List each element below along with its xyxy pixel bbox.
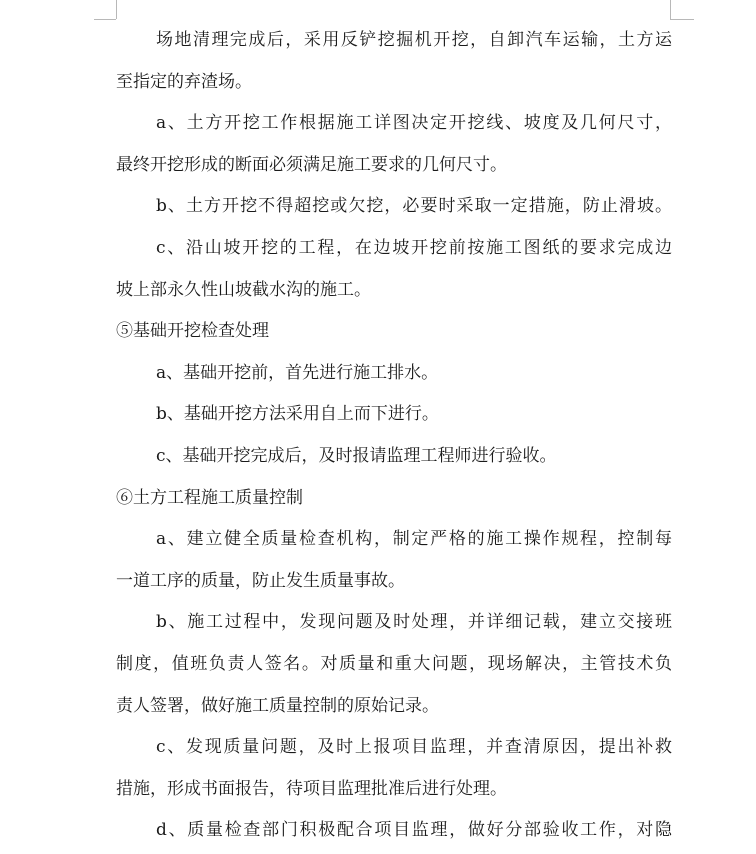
crop-mark-top-right-horizontal bbox=[670, 19, 694, 20]
section-heading: ⑤基础开挖检查处理 bbox=[116, 321, 269, 342]
paragraph-line: 制度，值班负责人签名。对质量和重大问题，现场解决，主管技术负 bbox=[116, 653, 672, 674]
paragraph-line: b、基础开挖方法采用自上而下进行。 bbox=[156, 404, 439, 425]
paragraph-line: a、土方开挖工作根据施工详图决定开挖线、坡度及几何尺寸， bbox=[156, 113, 672, 134]
paragraph-line: b、土方开挖不得超挖或欠挖，必要时采取一定措施，防止滑坡。 bbox=[156, 196, 672, 217]
paragraph-line: 措施，形成书面报告，待项目监理批准后进行处理。 bbox=[116, 778, 507, 799]
paragraph-line: 至指定的弃渣场。 bbox=[116, 71, 252, 92]
paragraph-line: 责人签署，做好施工质量控制的原始记录。 bbox=[116, 695, 439, 716]
document-body bbox=[116, 20, 672, 852]
paragraph-line: a、基础开挖前，首先进行施工排水。 bbox=[156, 362, 439, 383]
crop-mark-top-left-vertical bbox=[116, 0, 117, 19]
section-heading: ⑥土方工程施工质量控制 bbox=[116, 487, 303, 508]
crop-mark-top-left-horizontal bbox=[94, 19, 116, 20]
paragraph-line: 坡上部永久性山坡截水沟的施工。 bbox=[116, 279, 371, 300]
paragraph-line: b、施工过程中，发现问题及时处理，并详细记载，建立交接班 bbox=[156, 612, 672, 633]
crop-mark-top-right-vertical bbox=[670, 0, 671, 19]
paragraph-line: 一道工序的质量，防止发生质量事故。 bbox=[116, 570, 405, 591]
paragraph-line: c、基础开挖完成后，及时报请监理工程师进行验收。 bbox=[156, 445, 557, 466]
paragraph-line: c、沿山坡开挖的工程，在边坡开挖前按施工图纸的要求完成边 bbox=[156, 237, 672, 258]
paragraph-line: 场地清理完成后，采用反铲挖掘机开挖，自卸汽车运输，土方运 bbox=[156, 30, 672, 50]
paragraph-line: d、质量检查部门积极配合项目监理，做好分部验收工作，对隐 bbox=[156, 820, 672, 841]
paragraph-line: c、发现质量问题，及时上报项目监理，并查清原因，提出补救 bbox=[156, 737, 672, 758]
paragraph-line: a、建立健全质量检查机构，制定严格的施工操作规程，控制每 bbox=[156, 529, 672, 550]
paragraph-line: 最终开挖形成的断面必须满足施工要求的几何尺寸。 bbox=[116, 154, 507, 175]
